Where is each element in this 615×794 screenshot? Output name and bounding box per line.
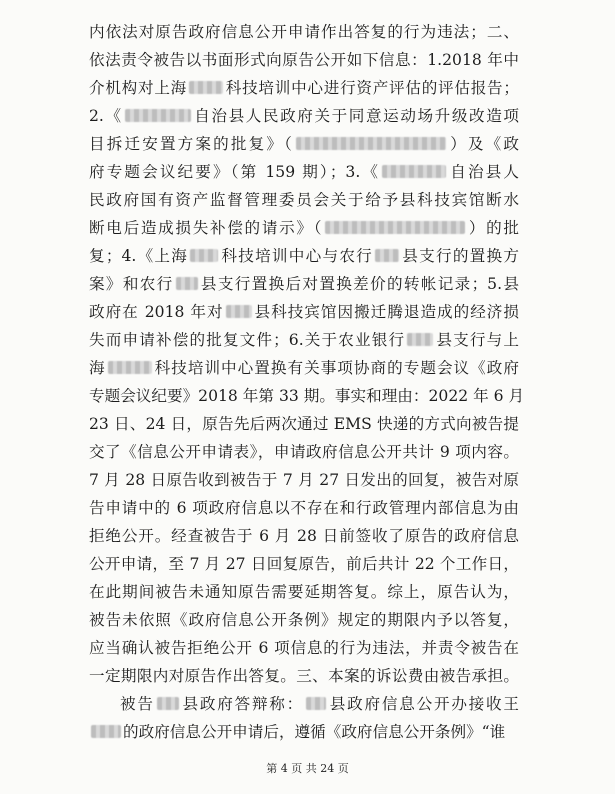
text-segment: 在此期间被告未通知原告需要延期答复。综上，原告认为，	[89, 583, 519, 601]
text-segment: 2.《	[89, 107, 123, 125]
text-line	[89, 130, 519, 158]
redaction-mark	[325, 221, 465, 234]
text-line	[89, 410, 519, 438]
text-line	[89, 186, 519, 214]
text-segment: 23 日、24 日，原告先后两次通过 EMS 快递的方式向被告提	[89, 415, 519, 433]
redaction-mark	[157, 697, 179, 710]
text-segment: 交了《信息公开申请表》，申请政府信息公开共计 9 项内容。	[89, 443, 519, 461]
redaction-mark	[189, 81, 223, 94]
text-line	[89, 550, 519, 578]
text-segment: 县政府信息公开办接收王	[328, 695, 519, 713]
text-line	[89, 158, 519, 186]
text-line	[89, 298, 519, 326]
text-segment: 民政府国有资产监督管理委员会关于给予县科技宾馆断水	[89, 191, 519, 209]
text-line	[89, 46, 519, 74]
text-line	[89, 466, 519, 494]
text-segment: 科技培训中心进行资产评估的评估报告；	[225, 79, 519, 97]
text-line	[89, 634, 519, 662]
text-segment: 县支行与上	[435, 331, 519, 349]
text-line	[89, 382, 525, 410]
text-segment: 海	[89, 359, 106, 377]
redaction-mark	[375, 249, 399, 262]
text-line	[89, 270, 519, 298]
text-segment: 县支行的置换方	[401, 247, 519, 265]
text-segment: 应当确认被告拒绝公开 6 项信息的行为违法，并责令被告在	[89, 639, 519, 657]
text-segment: 依法责令被告以书面形式向原告公开如下信息：1.2018 年中	[89, 51, 519, 69]
text-segment: 案》和农行	[89, 275, 174, 293]
text-segment: 介机构对上海	[89, 79, 187, 97]
text-segment: 政府在 2018 年对	[89, 303, 224, 321]
text-segment: 县科技宾馆因搬迁腾退造成的经济损	[253, 303, 519, 321]
text-line	[89, 606, 519, 634]
redaction-mark	[91, 725, 121, 738]
text-line	[89, 662, 519, 690]
text-segment: ）及《政	[448, 135, 519, 153]
text-line	[89, 74, 519, 102]
text-segment: 县政府答辩称：	[180, 695, 305, 713]
text-segment: 自治县人	[448, 163, 519, 181]
text-segment: 县支行置换后对置换差价的转帐记录；5.县	[199, 275, 519, 293]
text-segment: 7 月 28 日原告收到被告于 7 月 27 日发出的回复，被告对原	[89, 471, 519, 489]
text-line	[89, 102, 519, 130]
text-segment: 断电后造成损失补偿的请示》（	[89, 219, 324, 237]
text-segment: 自治县人民政府关于同意运动场升级改造项	[192, 107, 519, 125]
text-line	[89, 18, 519, 46]
text-segment: 科技培训中心与农行	[220, 247, 374, 265]
redaction-mark	[296, 137, 446, 150]
redaction-mark	[125, 109, 191, 122]
text-line	[89, 438, 519, 466]
redaction-mark	[382, 165, 446, 178]
text-segment: 专题会议纪要》2018 年第 33 期。事实和理由：2022 年 6 月	[89, 387, 525, 405]
page-number: 第 4 页 共 24 页	[266, 762, 349, 775]
redaction-mark	[226, 305, 252, 318]
redaction-mark	[108, 361, 152, 374]
text-line	[89, 690, 519, 718]
redaction-mark	[190, 249, 218, 262]
text-segment: 府专题会议纪要》（第 159 期）；3.《	[89, 163, 381, 181]
text-segment: 复；4.《上海	[89, 247, 189, 265]
document-body	[89, 18, 525, 746]
text-line	[89, 242, 519, 270]
redaction-mark	[306, 697, 326, 710]
text-line	[89, 326, 519, 354]
text-segment: 被告未依照《政府信息公开条例》规定的期限内予以答复，	[89, 611, 519, 629]
text-line	[89, 354, 519, 382]
text-segment: 内依法对原告政府信息公开申请作出答复的行为违法；二、	[89, 23, 519, 41]
text-segment: ）的批	[467, 219, 519, 237]
redaction-mark	[176, 277, 198, 290]
text-line	[89, 578, 519, 606]
text-segment: 失而申请补偿的批复文件；6.关于农业银行	[89, 331, 406, 349]
text-line	[89, 494, 519, 522]
text-segment: 拒绝公开。经查被告于 6 月 28 日前签收了原告的政府信息	[89, 527, 519, 545]
text-segment: 公开申请，至 7 月 27 日回复原告，前后共计 22 个工作日，	[89, 555, 519, 573]
text-segment: 被告	[120, 695, 155, 713]
text-line	[89, 214, 519, 242]
text-segment: 一定期限内对原告作出答复。三、本案的诉讼费由被告承担。	[89, 667, 519, 685]
text-line	[89, 718, 519, 746]
text-segment: 告申请中的 6 项政府信息以不存在和行政管理内部信息为由	[89, 499, 519, 517]
text-line	[89, 522, 519, 550]
redaction-mark	[407, 333, 433, 346]
text-segment: 科技培训中心置换有关事项协商的专题会议《政府	[153, 359, 519, 377]
text-segment: 的政府信息公开申请后，遵循《政府信息公开条例》“谁	[123, 723, 506, 741]
text-segment: 目拆迁安置方案的批复》（	[89, 135, 295, 153]
